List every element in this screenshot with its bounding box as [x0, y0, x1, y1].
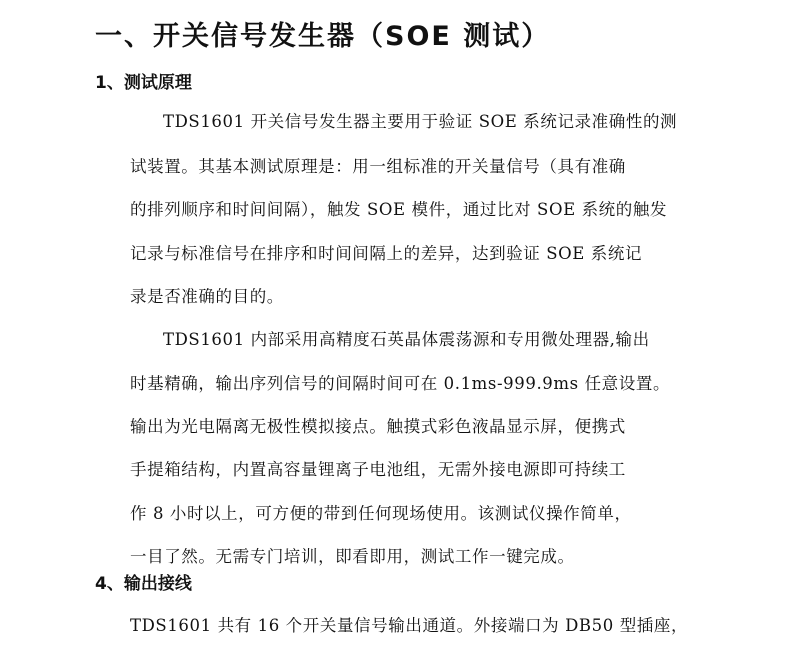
section-heading-output-wiring: 4、输出接线 [95, 574, 192, 594]
paragraph-line: 手提箱结构，内置高容量锂离子电池组，无需外接电源即可持续工 [130, 460, 626, 479]
paragraph-line: TDS1601 共有 16 个开关量信号输出通道。外接端口为 DB50 型插座， [130, 616, 689, 635]
paragraph-line: TDS1601 开关信号发生器主要用于验证 SOE 系统记录准确性的测 [163, 112, 678, 131]
paragraph-line: 的排列顺序和时间间隔），触发 SOE 模件，通过比对 SOE 系统的触发 [130, 200, 668, 219]
section-heading-test-principle: 1、测试原理 [95, 73, 192, 93]
document-title: 一、开关信号发生器（SOE 测试） [95, 21, 551, 52]
paragraph-line: 作 8 小时以上，可方便的带到任何现场使用。该测试仪操作简单， [130, 504, 632, 523]
paragraph-line: 一目了然。无需专门培训，即看即用，测试工作一键完成。 [130, 547, 575, 566]
paragraph-line: 输出为光电隔离无极性模拟接点。触摸式彩色液晶显示屏，便携式 [130, 417, 626, 436]
paragraph-line: 试装置。其基本测试原理是：用一组标准的开关量信号（具有准确 [130, 157, 626, 176]
paragraph-line: 记录与标准信号在排序和时间间隔上的差异，达到验证 SOE 系统记 [130, 244, 643, 263]
paragraph-line: 时基精确，输出序列信号的间隔时间可在 0.1ms-999.9ms 任意设置。 [130, 374, 671, 393]
paragraph-line: 录是否准确的目的。 [130, 287, 284, 306]
paragraph-line: TDS1601 内部采用高精度石英晶体震荡源和专用微处理器,输出 [163, 330, 650, 349]
